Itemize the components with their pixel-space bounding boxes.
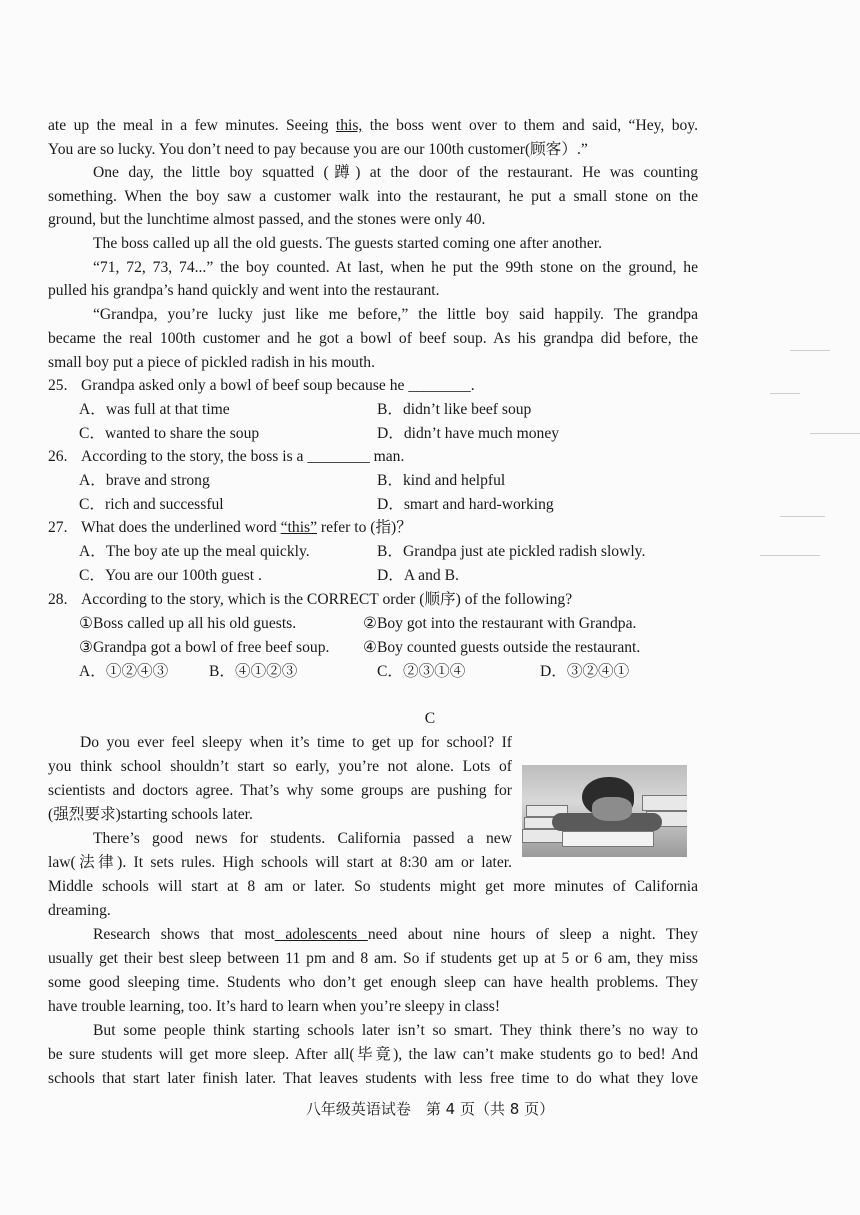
q28-option-d[interactable]: D．③②④① <box>540 663 630 680</box>
book-icon <box>642 795 687 811</box>
scan-mark <box>810 433 860 434</box>
q26-option-b[interactable]: B．kind and helpful <box>377 472 506 489</box>
passage-c-line: schools that start later finish later. That leaves students with less free time to do what they love <box>48 1070 698 1087</box>
q27-option-c[interactable]: C．You are our 100th guest . <box>79 567 262 584</box>
question-28-number: 28. <box>48 591 68 608</box>
q25-option-a[interactable]: A．was full at that time <box>79 401 230 418</box>
passage-c-line: usually get their best sleep between 11 pm and 8 am. So if students get up at 5 or 6 am, they miss <box>48 950 698 967</box>
q25-option-d[interactable]: D．didn’t have much money <box>377 425 560 442</box>
q25-option-b[interactable]: B．didn’t like beef soup <box>377 401 532 418</box>
passage-c-line: Research shows that most adolescents need about nine hours of sleep a night. They <box>93 926 698 943</box>
passage-b-line: The boss called up all the old guests. The guests started coming one after another. <box>93 235 602 252</box>
passage-c-line: dreaming. <box>48 902 111 919</box>
q28-statement-4: ④Boy counted guests outside the restaurant. <box>363 639 641 656</box>
passage-c-line: There’s good news for students. California passed a new <box>93 830 512 847</box>
passage-c-line: you think school shouldn’t start so early, you’re not alone. Lots of <box>48 758 512 775</box>
face-shape <box>592 797 632 821</box>
q26-option-d[interactable]: D．smart and hard-working <box>377 496 554 513</box>
passage-b-line: something. When the boy saw a customer walk into the restaurant, he put a small stone on the <box>48 188 698 205</box>
passage-b-line: You are so lucky. You don’t need to pay because you are our 100th customer(顾客）.” <box>48 141 588 158</box>
open-book-icon <box>562 831 654 847</box>
passage-c-label: C <box>424 710 436 727</box>
question-25-number: 25. <box>48 377 68 394</box>
scan-mark <box>780 516 825 517</box>
q27-option-b[interactable]: B．Grandpa just ate pickled radish slowly. <box>377 543 646 560</box>
passage-c-line: law(法律). It sets rules. High schools will start at 8:30 am or later. <box>48 854 512 871</box>
q28-option-a[interactable]: A．①②④③ <box>79 663 169 680</box>
q27-option-a[interactable]: A．The boy ate up the meal quickly. <box>79 543 310 560</box>
passage-b-line: small boy put a piece of pickled radish in his mouth. <box>48 354 375 371</box>
underlined-word-this: this, <box>335 117 363 134</box>
underlined-word-adolescents: adolescents <box>274 926 368 943</box>
q27-option-d[interactable]: D．A and B. <box>377 567 459 584</box>
passage-b-line: pulled his grandpa’s hand quickly and went into the restaurant. <box>48 282 440 299</box>
passage-b-line: “Grandpa, you’re lucky just like me before,” the little boy said happily. The grandpa <box>93 306 698 323</box>
q28-option-c[interactable]: C．②③①④ <box>377 663 466 680</box>
q28-statement-2: ②Boy got into the restaurant with Grandpa. <box>363 615 637 632</box>
question-25-text: Grandpa asked only a bowl of beef soup because he ________. <box>81 377 475 394</box>
passage-c-line: some good sleeping time. Students who don’t get enough sleep can have health problems. They <box>48 974 698 991</box>
q26-option-a[interactable]: A．brave and strong <box>79 472 210 489</box>
passage-c-line: Do you ever feel sleepy when it’s time to get up for school? If <box>80 734 512 751</box>
scan-mark <box>760 555 820 556</box>
underlined-quote: “this” <box>280 519 318 536</box>
passage-c-line: have trouble learning, too. It’s hard to learn when you’re sleepy in class! <box>48 998 501 1015</box>
passage-c-line: (强烈要求)starting schools later. <box>48 806 253 823</box>
passage-c-line: be sure students will get more sleep. After all(毕竟), the law can’t make students go to bed! And <box>48 1046 698 1063</box>
q26-option-c[interactable]: C．rich and successful <box>79 496 224 513</box>
question-26-text: According to the story, the boss is a ________ man. <box>81 448 405 465</box>
question-27-number: 27. <box>48 519 68 536</box>
passage-b-line: ground, but the lunchtime almost passed, and the stones were only 40. <box>48 211 486 228</box>
passage-c-line: But some people think starting schools later isn’t so smart. They think there’s no way to <box>93 1022 698 1039</box>
passage-b-line: became the real 100th customer and he got a bowl of beef soup. As his grandpa did before, the <box>48 330 698 347</box>
scan-mark <box>770 393 800 394</box>
scan-mark <box>790 350 830 351</box>
passage-c-line: scientists and doctors agree. That’s why some groups are pushing for <box>48 782 512 799</box>
passage-b-line: ate up the meal in a few minutes. Seeing this, the boss went over to them and said, “Hey, boy. <box>48 117 698 134</box>
q28-option-b[interactable]: B．④①②③ <box>209 663 298 680</box>
passage-b-line: “71, 72, 73, 74...” the boy counted. At last, when he put the 99th stone on the ground, he <box>93 259 698 276</box>
sleeping-student-photo <box>522 765 687 857</box>
question-26-number: 26. <box>48 448 68 465</box>
question-27-text: What does the underlined word “this” refer to (指)？ <box>81 519 412 536</box>
question-28-text: According to the story, which is the CORRECT order (顺序) of the following? <box>81 591 573 608</box>
passage-b-line: One day, the little boy squatted (蹲) at the door of the restaurant. He was counting <box>93 164 698 181</box>
passage-c-line: Middle schools will start at 8 am or later. So students might get more minutes of California <box>48 878 698 895</box>
page-footer: 八年级英语试卷 第 4 页（共 8 页） <box>305 1100 555 1118</box>
q28-statement-3: ③Grandpa got a bowl of free beef soup. <box>79 639 330 656</box>
q28-statement-1: ①Boss called up all his old guests. <box>79 615 297 632</box>
q25-option-c[interactable]: C．wanted to share the soup <box>79 425 260 442</box>
